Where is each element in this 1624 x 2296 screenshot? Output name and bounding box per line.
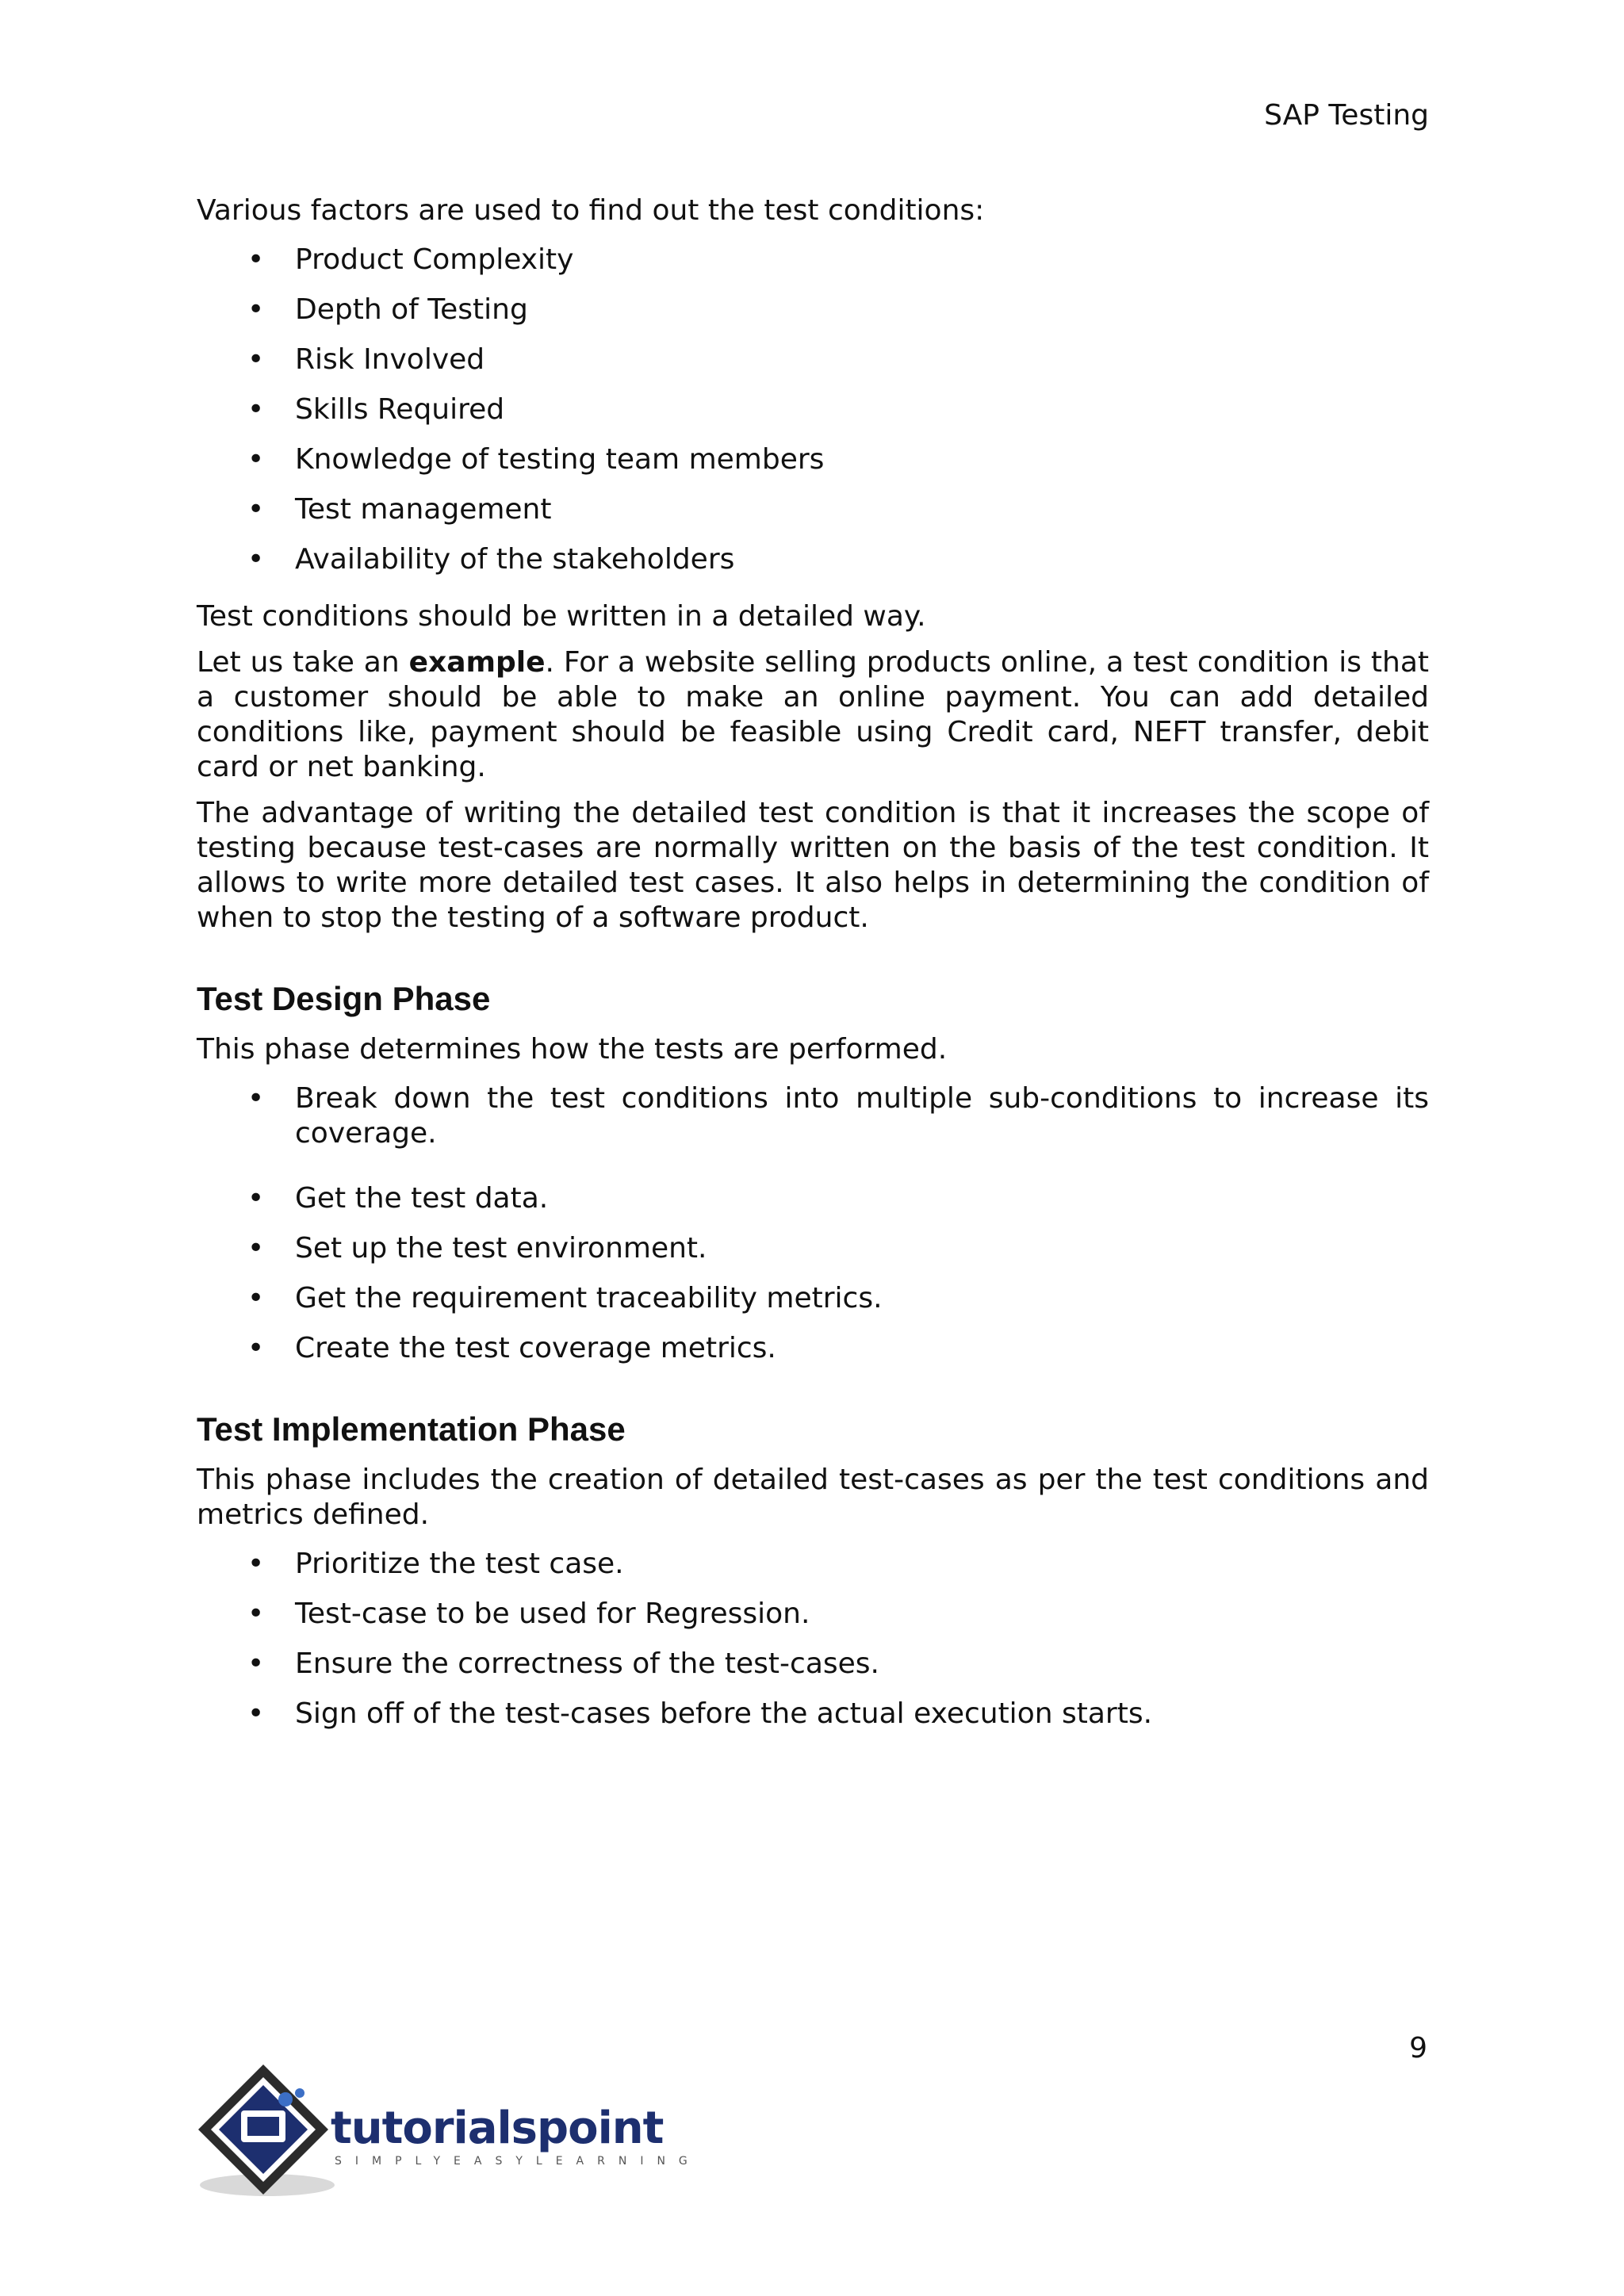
list-item: • Sign off of the test-cases before the actual execution starts. xyxy=(197,1697,1429,1732)
implementation-list xyxy=(197,1547,1429,1732)
list-item: • Prioritize the test case. xyxy=(197,1547,1429,1582)
list-item: • Set up the test environment. xyxy=(197,1231,1429,1266)
example-paragraph xyxy=(197,645,1429,785)
design-list xyxy=(197,1081,1429,1366)
factors-intro: Various factors are used to find out the test conditions: xyxy=(197,194,985,227)
tutorialspoint-logo xyxy=(192,2058,701,2201)
list-item: • Get the requirement traceability metrics. xyxy=(197,1281,1429,1316)
list-item: • Create the test coverage metrics. xyxy=(197,1331,1429,1366)
example-prefix: Let us take an xyxy=(197,646,409,679)
list-item: • Product Complexity xyxy=(197,243,1429,277)
logo-mark-icon xyxy=(192,2058,343,2201)
design-heading: Test Design Phase xyxy=(197,980,491,1017)
list-item: • Test-case to be used for Regression. xyxy=(197,1597,1429,1632)
implementation-heading: Test Implementation Phase xyxy=(197,1410,626,1448)
list-item: • Get the test data. xyxy=(197,1181,1429,1216)
example-bold: example xyxy=(408,646,546,679)
list-item: • Knowledge of testing team members xyxy=(197,442,1429,477)
list-item: • Depth of Testing xyxy=(197,293,1429,327)
example-suffix: . For a website selling products online, a test condition is that a customer should be able to make an online payment. You can add detailed conditions like, payment should be feasible using Credit card, NEFT transfer, debit card or net banking. xyxy=(197,646,1429,783)
list-item: • Ensure the correctness of the test-cases. xyxy=(197,1647,1429,1682)
running-header: SAP Testing xyxy=(1264,99,1429,132)
design-intro: This phase determines how the tests are performed. xyxy=(197,1033,948,1066)
detailed-way-paragraph: Test conditions should be written in a detailed way. xyxy=(197,600,926,633)
list-item: • Test management xyxy=(197,492,1429,527)
list-item: • Availability of the stakeholders xyxy=(197,542,1429,577)
page-number: 9 xyxy=(1409,2032,1427,2064)
advantage-paragraph: The advantage of writing the detailed test condition is that it increases the scope of testing because test-cases are normally written on the basis of the test condition. It allows to write more detailed test cases. It also helps in determining the condition of when to stop the testing of a software product. xyxy=(197,797,1429,934)
logo-wordmark: tutorialspoint xyxy=(331,2103,664,2154)
factors-list xyxy=(197,243,1429,577)
page-content xyxy=(197,193,1429,1754)
logo-tagline: SIMPLYEASYLEARNING xyxy=(335,2155,701,2168)
list-item: • Skills Required xyxy=(197,392,1429,427)
list-item: • Break down the test conditions into multiple sub-conditions to increase its coverage. xyxy=(197,1081,1429,1151)
list-item: • Risk Involved xyxy=(197,342,1429,377)
implementation-intro: This phase includes the creation of detailed test-cases as per the test conditions and metrics defined. xyxy=(197,1464,1429,1531)
